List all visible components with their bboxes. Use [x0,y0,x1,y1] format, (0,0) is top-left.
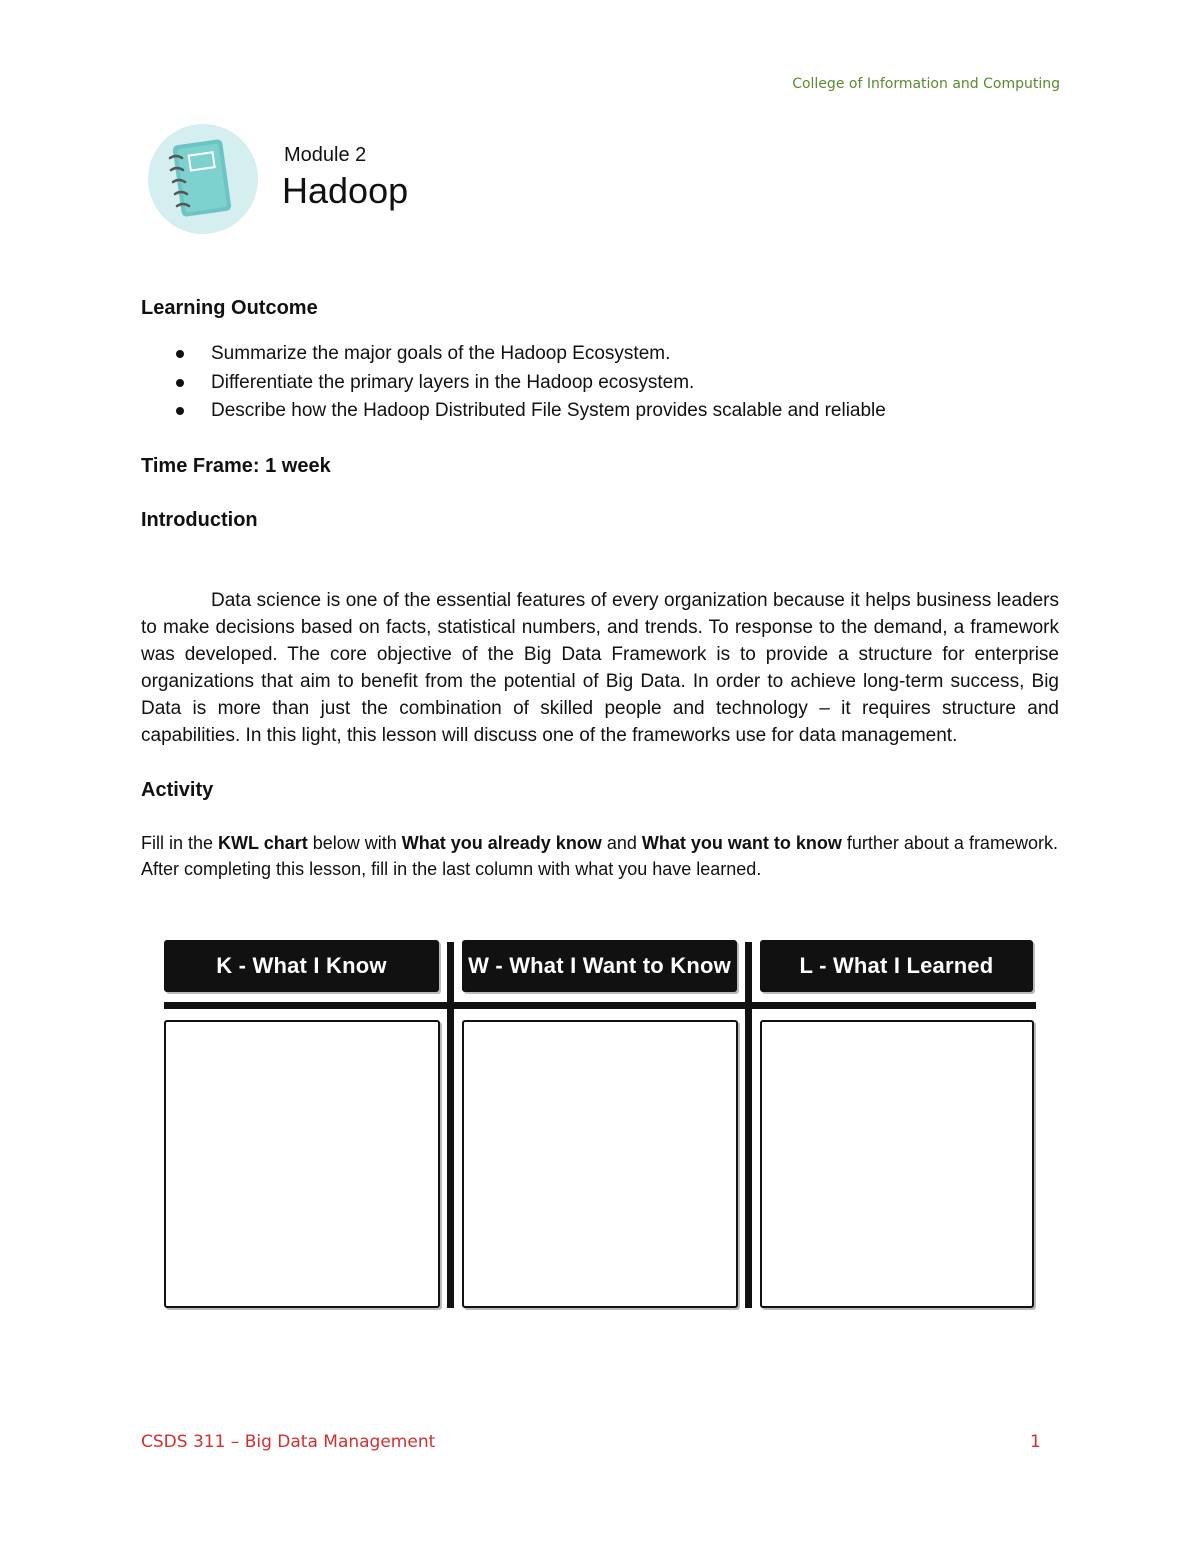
kwl-divider-vertical [447,942,454,1308]
introduction-paragraph: Data science is one of the essential features of every organization because it helps business leaders to make decisions based on facts, statistical numbers, and trends. To response to the demand, a framework was developed. The core objective of the Big Data Framework is to provide a structure for enterprise organizations that aim to benefit from the potential of Big Data. In order to achieve long-term success, Big Data is more than just the combination of skilled people and technology – it requires structure and capabilities. In this light, this lesson will discuss one of the frameworks use for data management. [141,590,1059,746]
list-item: Summarize the major goals of the Hadoop Ecosystem. [141,340,1041,369]
bullet-icon [176,379,184,387]
learning-outcome-heading: Learning Outcome [141,297,318,319]
kwl-box-know[interactable] [164,1020,440,1308]
footer-course: CSDS 311 – Big Data Management [141,1432,436,1452]
kwl-divider-vertical [745,942,752,1308]
kwl-chart-term: KWL chart [218,833,308,853]
list-item: Differentiate the primary layers in the Hadoop ecosystem. [141,369,1041,398]
kwl-header-learned: L - What I Learned [760,940,1033,992]
module-title: Hadoop [282,170,409,211]
kwl-chart [162,940,1038,1313]
activity-heading: Activity [141,779,214,801]
bullet-icon [176,350,184,358]
time-frame-heading: Time Frame: 1 week [141,455,331,477]
introduction-heading: Introduction [141,509,258,531]
bullet-icon [176,407,184,415]
notebook-icon [148,124,258,234]
module-label: Module 2 [284,144,367,166]
want-to-know-term: What you want to know [641,833,842,853]
kwl-header-know: K - What I Know [164,940,439,992]
kwl-box-learned[interactable] [760,1020,1034,1308]
activity-instructions: Fill in the KWL chart below with What you already know and What you want to know further about a framework. After completing this lesson, fill in the last column with what you have learned. [141,833,1058,879]
college-header: College of Information and Computing [792,76,1060,92]
kwl-box-want[interactable] [462,1020,738,1308]
module-logo [148,124,258,234]
kwl-header-want: W - What I Want to Know [462,940,737,992]
list-item: Describe how the Hadoop Distributed File System provides scalable and reliable [141,397,1041,426]
kwl-divider-horizontal [164,1002,1036,1009]
already-know-term: What you already know [401,833,602,853]
learning-outcome-list [141,340,1041,426]
page-number: 1 [1030,1432,1041,1452]
